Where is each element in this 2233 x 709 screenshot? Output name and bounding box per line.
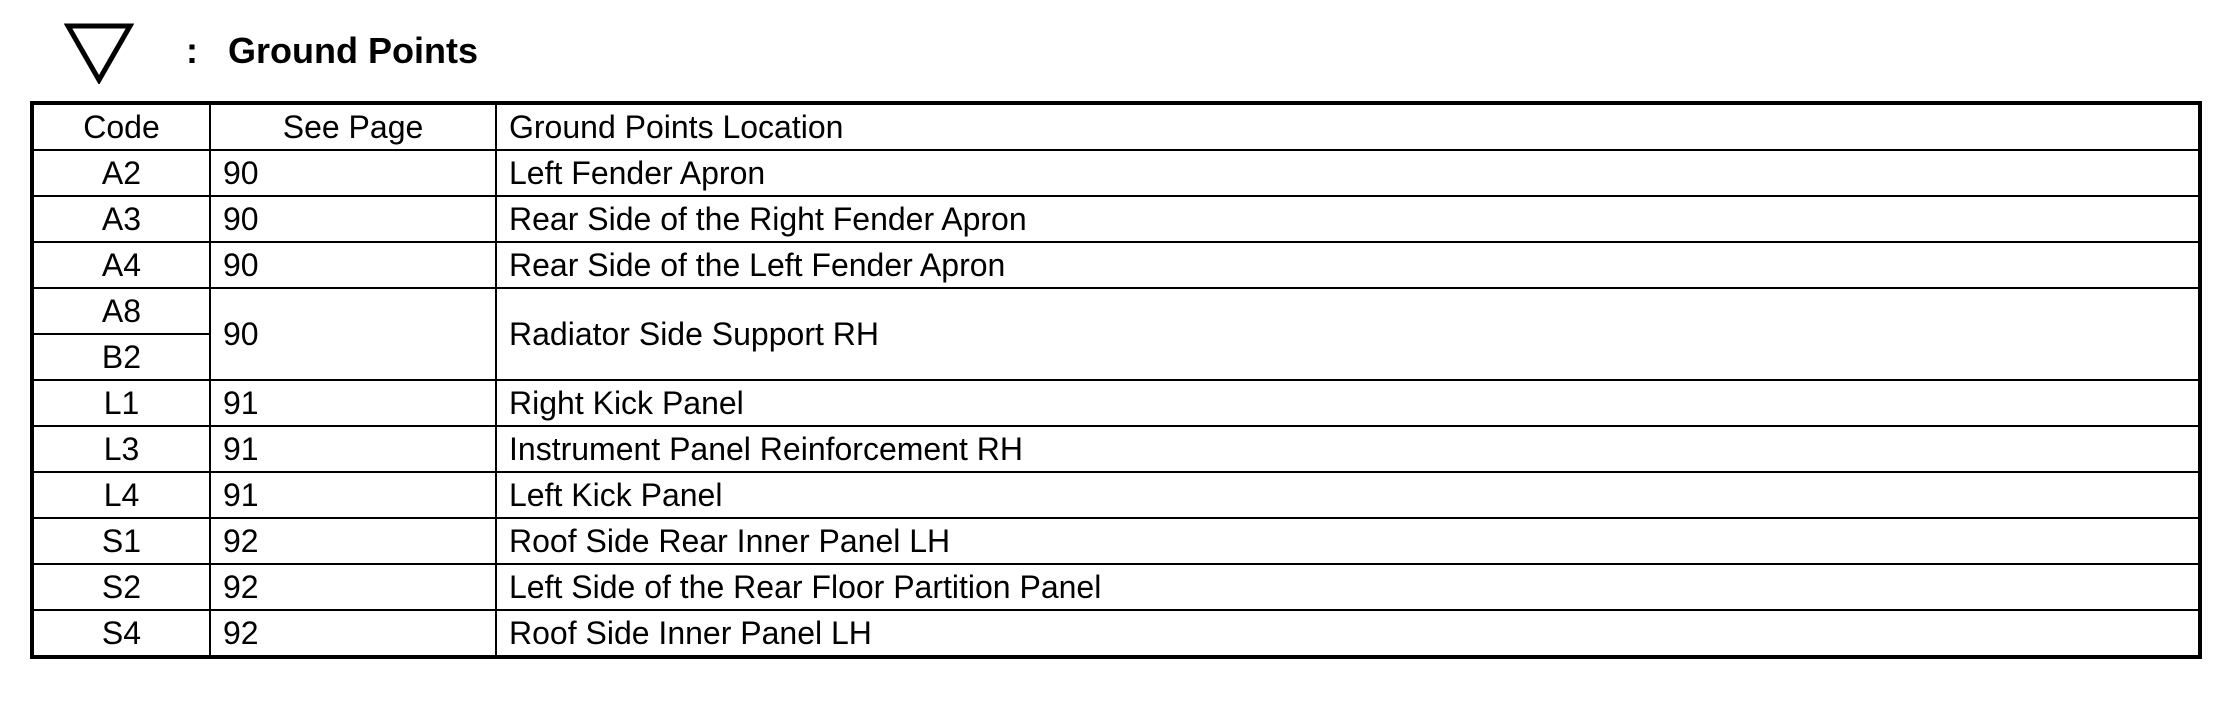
table-header-row [32,103,2200,150]
section-header [64,18,964,88]
see-page-cell: 90 [210,150,496,196]
table-row [32,288,2200,334]
location-cell: Rear Side of the Right Fender Apron [496,196,2200,242]
see-page-cell: 90 [210,288,496,380]
table-row [32,150,2200,196]
column-header-location: Ground Points Location [496,103,2200,150]
location-cell: Radiator Side Support RH [496,288,2200,380]
see-page-cell: 92 [210,610,496,657]
code-cell: S2 [32,564,210,610]
table-row [32,426,2200,472]
column-header-code: Code [32,103,210,150]
table-row [32,380,2200,426]
code-cell: L1 [32,380,210,426]
see-page-cell: 92 [210,564,496,610]
location-cell: Left Side of the Rear Floor Partition Panel [496,564,2200,610]
code-cell: S1 [32,518,210,564]
location-cell: Roof Side Inner Panel LH [496,610,2200,657]
code-cell: A8 [32,288,210,334]
table-body [32,150,2200,657]
page-title: Ground Points [228,30,478,71]
location-cell: Right Kick Panel [496,380,2200,426]
code-cell: L3 [32,426,210,472]
code-cell: A3 [32,196,210,242]
see-page-cell: 91 [210,426,496,472]
see-page-cell: 91 [210,380,496,426]
location-cell: Left Fender Apron [496,150,2200,196]
see-page-cell: 90 [210,196,496,242]
location-cell: Roof Side Rear Inner Panel LH [496,518,2200,564]
location-cell: Instrument Panel Reinforcement RH [496,426,2200,472]
table-row [32,610,2200,657]
header-separator: : [186,30,198,71]
code-cell: S4 [32,610,210,657]
table-row [32,472,2200,518]
ground-points-table [30,101,2202,659]
see-page-cell: 91 [210,472,496,518]
table-row [32,242,2200,288]
table-row [32,518,2200,564]
code-cell: L4 [32,472,210,518]
code-cell: A4 [32,242,210,288]
code-cell: B2 [32,334,210,380]
code-cell: A2 [32,150,210,196]
ground-triangle-icon [64,22,134,84]
table-row [32,564,2200,610]
table-row [32,196,2200,242]
see-page-cell: 92 [210,518,496,564]
see-page-cell: 90 [210,242,496,288]
location-cell: Left Kick Panel [496,472,2200,518]
location-cell: Rear Side of the Left Fender Apron [496,242,2200,288]
column-header-see-page: See Page [210,103,496,150]
